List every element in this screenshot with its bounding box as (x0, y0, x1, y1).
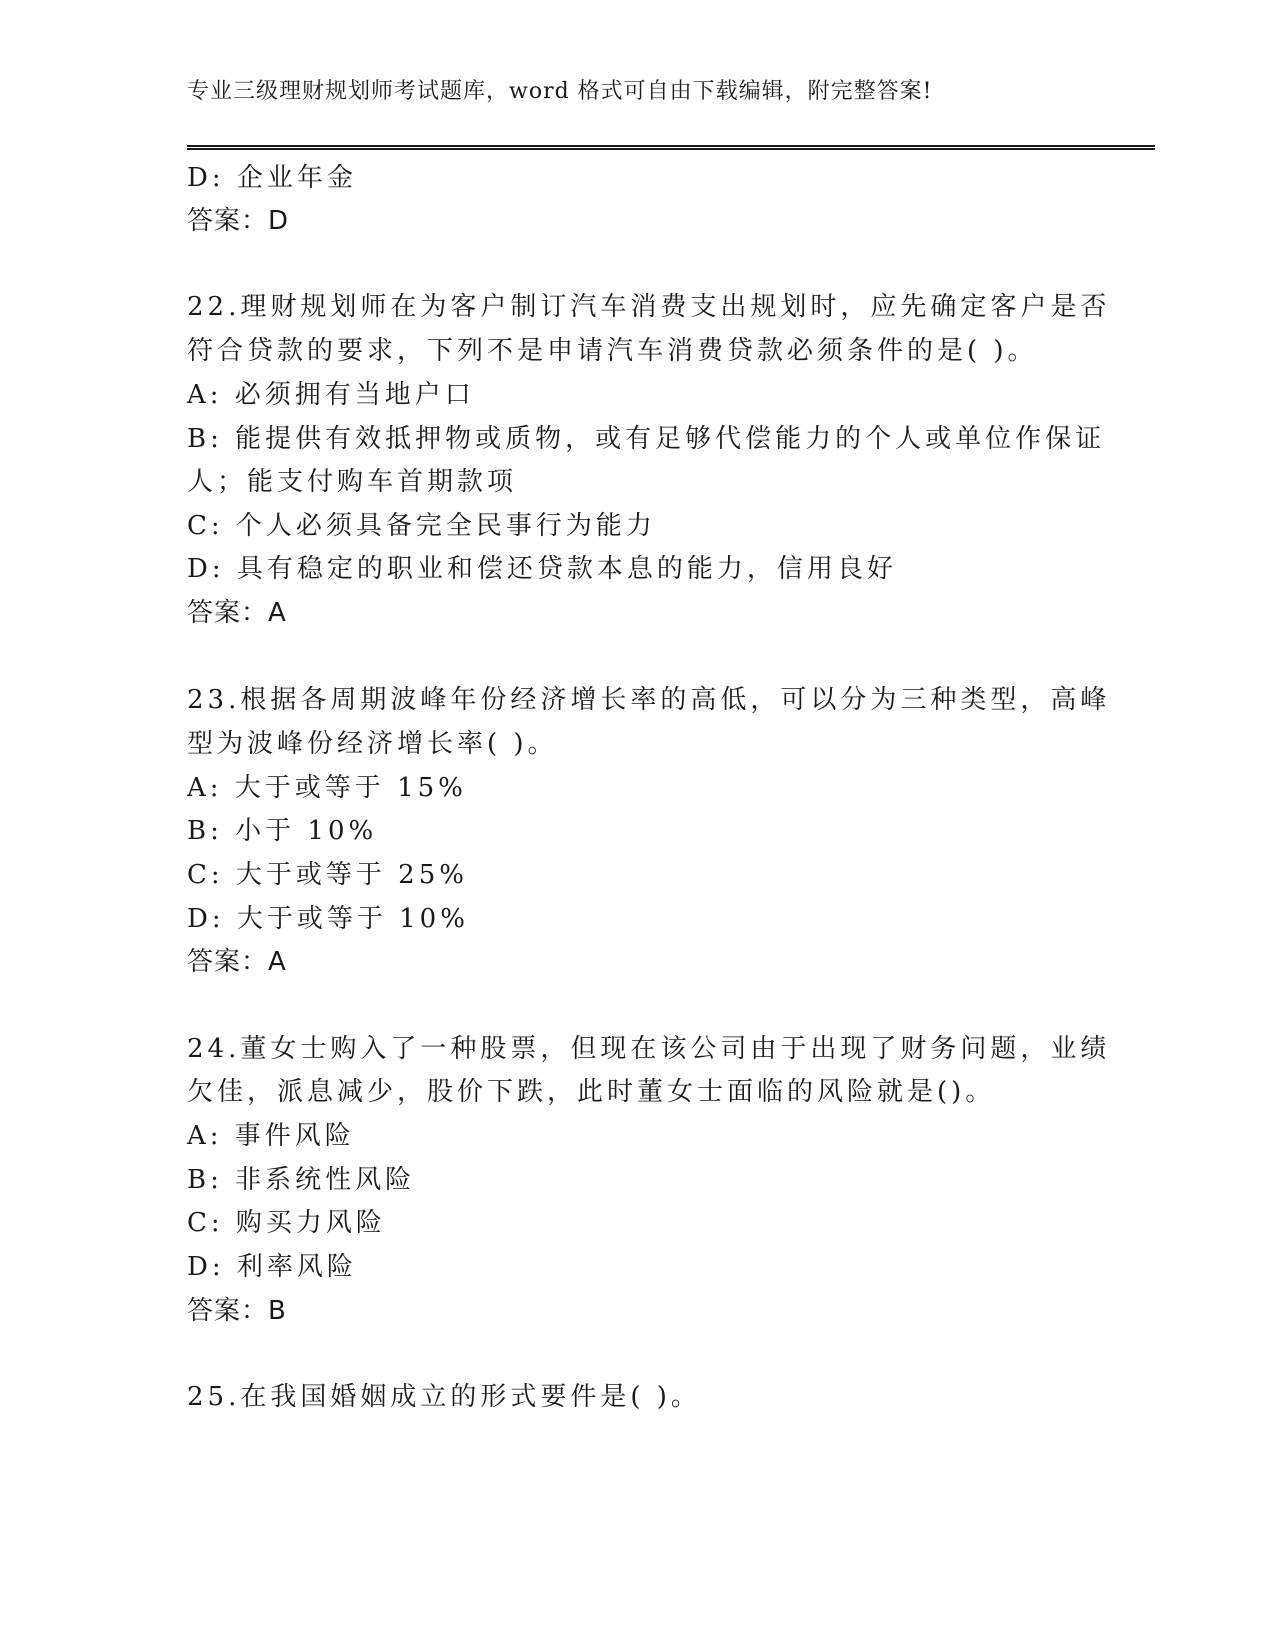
option-line: D: 具有稳定的职业和偿还贷款本息的能力，信用良好 (187, 554, 897, 584)
option-line: B: 小于 10% (187, 816, 378, 846)
option-line: D: 大于或等于 10% (187, 904, 469, 934)
question-line: 型为波峰份经济增长率( )。 (187, 729, 558, 759)
answer-line: 答案：B (187, 1296, 287, 1326)
option-line: C: 个人必须具备完全民事行为能力 (187, 511, 656, 541)
answer-line: 答案：D (187, 206, 290, 236)
answer-line: 答案：A (187, 947, 287, 977)
option-line: B: 非系统性风险 (187, 1165, 416, 1195)
answer-line: 答案：A (187, 598, 287, 628)
option-line: D: 利率风险 (187, 1252, 357, 1282)
question-line: 22.理财规划师在为客户制订汽车消费支出规划时，应先确定客户是否 (187, 292, 1111, 322)
option-line: A: 大于或等于 15% (187, 773, 467, 803)
question-line: 23.根据各周期波峰年份经济增长率的高低，可以分为三种类型，高峰 (187, 685, 1111, 715)
option-line: A: 必须拥有当地户口 (187, 380, 475, 410)
question-line: 24.董女士购入了一种股票，但现在该公司由于出现了财务问题，业绩 (187, 1034, 1111, 1064)
question-line: 欠佳，派息减少，股价下跌，此时董女士面临的风险就是()。 (187, 1077, 996, 1107)
option-line: D: 企业年金 (187, 163, 357, 193)
option-line: 人；能支付购车首期款项 (187, 467, 518, 497)
option-line: B: 能提供有效抵押物或质物，或有足够代偿能力的个人或单位作保证 (187, 424, 1106, 454)
option-line: A: 事件风险 (187, 1121, 355, 1151)
question-line: 符合贷款的要求，下列不是申请汽车消费贷款必须条件的是( )。 (187, 336, 1038, 366)
option-line: C: 大于或等于 25% (187, 860, 468, 890)
header-divider (187, 145, 1155, 150)
page-header: 专业三级理财规划师考试题库，word 格式可自由下载编辑，附完整答案! (187, 79, 933, 104)
question-line: 25.在我国婚姻成立的形式要件是( )。 (187, 1382, 701, 1412)
option-line: C: 购买力风险 (187, 1208, 386, 1238)
